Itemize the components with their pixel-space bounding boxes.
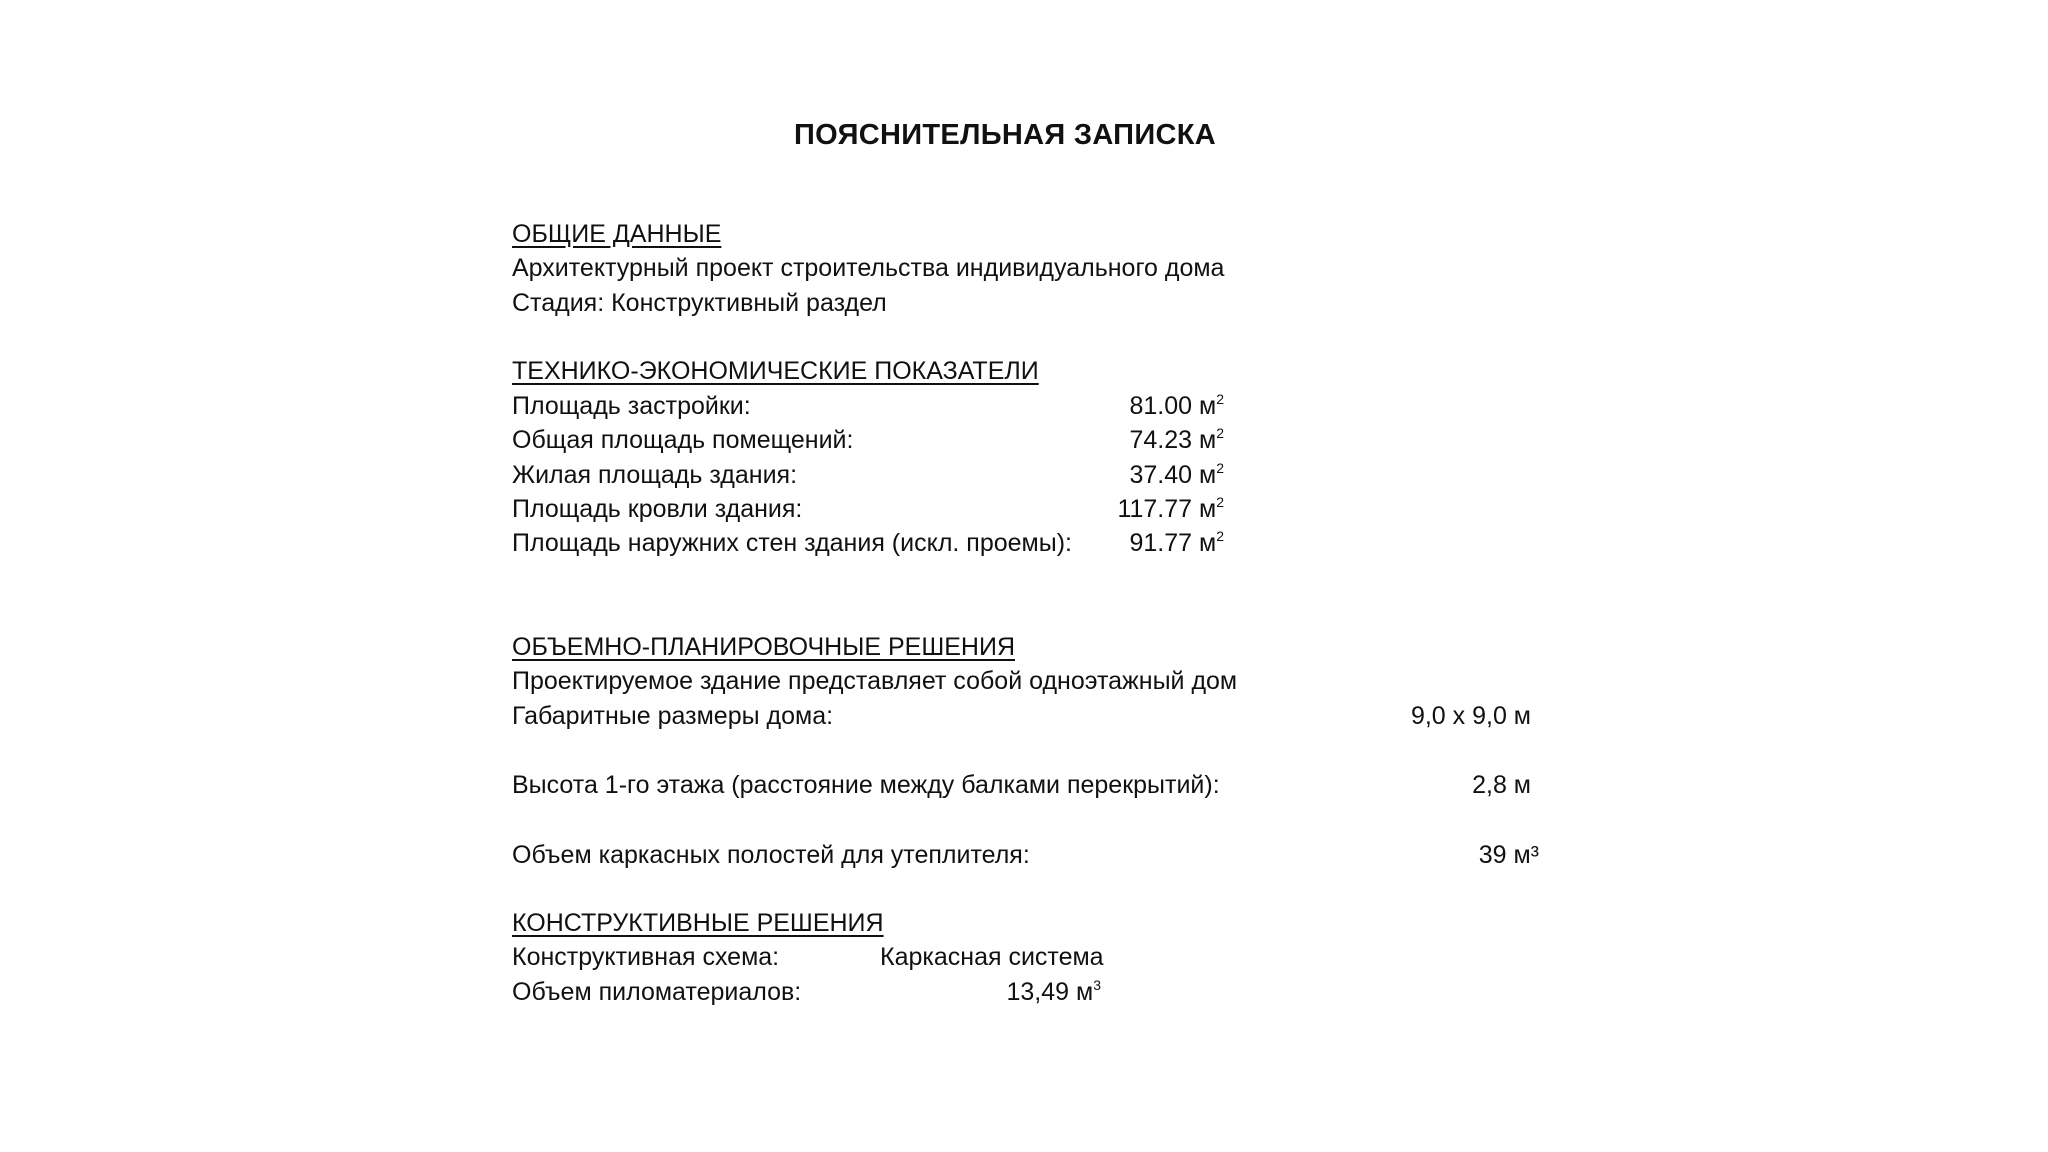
planning-heading: ОБЪЕМНО-ПЛАНИРОВОЧНЫЕ РЕШЕНИЯ [512, 633, 1016, 661]
planning-line-description: Проектируемое здание представляет собой одноэтажный дом [512, 667, 1238, 695]
tep-row-value: 117.77 $м^2$ [1117, 494, 1224, 523]
structural-scheme-label: Конструктивная схема: [512, 943, 780, 971]
planning-height-label: Высота 1-го этажа (расстояние между балками перекрытий): [512, 771, 1220, 799]
structural-heading: КОНСТРУКТИВНЫЕ РЕШЕНИЯ [512, 909, 884, 937]
structural-lumber-value: 13,49 $м^3$ [1006, 977, 1101, 1006]
structural-lumber-label: Объем пиломатериалов: [512, 978, 802, 1006]
general-line-stage: Стадия: Конструктивный раздел [512, 289, 887, 317]
tep-row-value: 91.77 $м^2$ [1129, 528, 1224, 557]
general-line-project: Архитектурный проект строительства индивидуального дома [512, 254, 1225, 282]
tep-row-value: 74.23 $м^2$ [1129, 425, 1224, 454]
tep-row-value: 81.00 $м^2$ [1129, 391, 1224, 420]
planning-dims-label: Габаритные размеры дома: [512, 702, 834, 730]
planning-dims-value: 9,0 х 9,0 м [1410, 702, 1531, 730]
general-heading: ОБЩИЕ ДАННЫЕ [512, 220, 722, 248]
document-title: ПОЯСНИТЕЛЬНАЯ ЗАПИСКА [794, 119, 1216, 151]
planning-volume-value: 39 м³ [1478, 841, 1539, 869]
tep-row-label: Площадь застройки: [512, 392, 751, 420]
tep-row-label: Площадь наружних стен здания (искл. проемы): [512, 529, 1072, 557]
planning-volume-label: Объем каркасных полостей для утеплителя: [512, 841, 1030, 869]
tep-row-label: Общая площадь помещений: [512, 426, 854, 454]
structural-scheme-value: Каркасная система [880, 943, 1104, 971]
tep-row-value: 37.40 $м^2$ [1129, 460, 1224, 489]
planning-height-value: 2,8 м [1472, 771, 1531, 799]
tep-row-label: Жилая площадь здания: [512, 461, 798, 489]
tep-heading: ТЕХНИКО-ЭКОНОМИЧЕСКИЕ ПОКАЗАТЕЛИ [512, 357, 1039, 385]
tep-row-label: Площадь кровли здания: [512, 495, 803, 523]
